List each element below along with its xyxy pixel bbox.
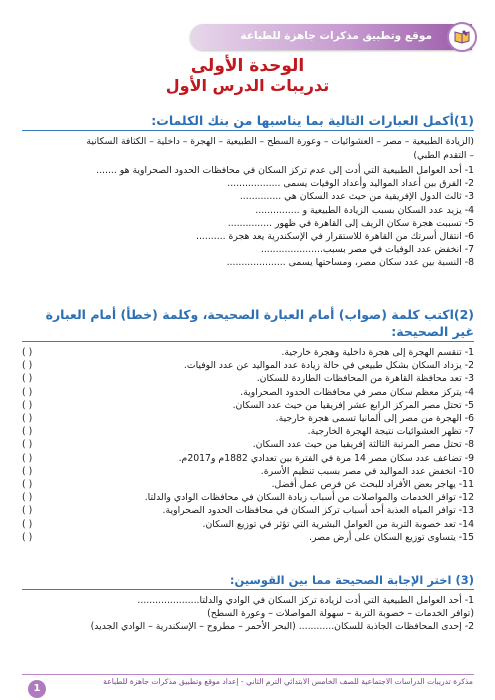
section-complete — [22, 112, 474, 270]
divider — [22, 589, 474, 590]
lesson-title: تدريبات الدرس الأول — [165, 76, 330, 95]
tf-row — [22, 452, 474, 465]
footer-divider — [22, 674, 474, 675]
tf-statement: 15- يتساوى توزيع السكان على أرض مصر. — [309, 531, 474, 543]
question-item: 8- النسبة بين عدد سكان مصر، ومساحتها يسمى .................... — [226, 257, 474, 269]
section-3-heading: (3) اختر الإجابة الصحيحة مما بين القوسين: — [229, 573, 474, 587]
section-multiple-choice — [22, 572, 474, 634]
page-number: 1 — [28, 680, 46, 698]
tf-row — [22, 438, 474, 451]
word-bank-line: – التقدم الطبي) — [413, 149, 474, 161]
answer-box[interactable]: ( ) — [22, 360, 33, 372]
question-item: 4- يزيد عدد السكان بسبب الزيادة الطبيعية و ............... — [255, 204, 474, 216]
tf-row — [22, 478, 474, 491]
tf-statement: 12- توافر الخدمات والمواصلات من أسباب زيادة السكان في محافظات الوادي والدلتا. — [144, 492, 474, 504]
tf-statement: 4- يتركز معظم سكان مصر في محافظات الحدود الصحراوية. — [240, 386, 474, 398]
section-1-heading: (1)أكمل العبارات التالية بما يناسبها من بنك الكلمات: — [151, 113, 474, 128]
question-item: 5- تسببت هجرة سكان الريف إلى القاهرة في ظهور ............... — [227, 217, 474, 229]
answer-box[interactable]: ( ) — [22, 531, 33, 543]
question-item: 2- الفرق بين أعداد المواليد وأعداد الوفيات يسمى .................. — [227, 178, 474, 190]
answer-box[interactable]: ( ) — [22, 452, 33, 464]
answer-box[interactable]: ( ) — [22, 413, 33, 425]
tf-statement: 10- انخفض عدد المواليد في مصر بسبب تنظيم الأسرة. — [260, 465, 474, 477]
question-item: 1- أحد العوامل الطبيعية التي أدت لزيادة تركز السكان في الوادي والدلتا..................... — [137, 595, 474, 606]
answer-box[interactable]: ( ) — [22, 479, 33, 491]
tf-row — [22, 399, 474, 412]
question-item: 7- انخفض عدد الوفيات في مصر بسبب..................... — [260, 244, 474, 256]
choices-line: (توافر الخدمات – خصوبة التربة – سهولة المواصلات – وعورة السطح) — [207, 608, 474, 620]
tf-row — [22, 465, 474, 478]
tf-statement: 9- تضاعف عدد سكان مصر 14 مرة في الفترة بين تعدادي 1882م و2017م. — [178, 452, 474, 464]
tf-statement: 2- يزداد السكان بشكل طبيعي في حالة زيادة عدد المواليد عن عدد الوفيات. — [183, 360, 474, 372]
tf-row — [22, 412, 474, 425]
tf-statement: 6- الهجرة من مصر إلى ألمانيا تسمى هجرة خارجية. — [275, 413, 474, 425]
tf-statement: 3- تعد محافظة القاهرة من المحافظات الطاردة للسكان. — [256, 373, 474, 385]
answer-box[interactable]: ( ) — [22, 373, 33, 385]
unit-title: الوحدة الأولى — [190, 56, 305, 76]
tf-row — [22, 425, 474, 438]
tf-row — [22, 346, 474, 359]
pen-book-icon — [447, 22, 477, 52]
question-item: 3- ثالث الدول الإفريقية من حيث عدد السكان هي .............. — [239, 191, 474, 203]
answer-box[interactable]: ( ) — [22, 518, 33, 530]
tf-statement: 5- تحتل مصر المركز الرابع عشر إفريقيا من حيث عدد السكان. — [232, 399, 474, 411]
answer-box[interactable]: ( ) — [22, 505, 33, 517]
word-bank-line: (الزيادة الطبيعية – مصر – العشوائيات – وعورة السطح – الطبيعية – الهجرة – داخلية – الكثافة السكانية — [86, 136, 474, 147]
answer-box[interactable]: ( ) — [22, 399, 33, 411]
question-item: 1- أحد العوامل الطبيعية التي أدت إلى عدم تركز السكان في محافظات الحدود الصحراوية هو ....... — [96, 165, 474, 176]
divider — [22, 341, 474, 342]
word-bank — [22, 135, 474, 162]
tf-statement: 11- يهاجر بعض الأفراد للبحث عن فرص عمل أفضل. — [271, 479, 474, 491]
section-true-false — [22, 306, 474, 544]
answer-box[interactable]: ( ) — [22, 386, 33, 398]
tf-row — [22, 491, 474, 504]
tf-statement: 14- تعد خصوبة التربة من العوامل البشرية التي تؤثر في توزيع السكان. — [202, 518, 474, 530]
tf-row — [22, 504, 474, 517]
question-item: 6- انتقال أسرتك من القاهرة للاستقرار في الإسكندرية يعد هجرة .......... — [196, 231, 474, 243]
tf-statement: 13- توافر المياه العذبة أحد أسباب تركز السكان في محافظات الحدود الصحراوية. — [162, 505, 474, 517]
site-banner[interactable] — [190, 24, 472, 50]
answer-box[interactable]: ( ) — [22, 439, 33, 451]
question-item: 2- إحدى المحافظات الجاذبة للسكان............ (البحر الأحمر – مطروح – الإسكندرية – الوادي الجديد) — [90, 621, 474, 633]
tf-row — [22, 372, 474, 385]
title-block — [0, 56, 495, 96]
tf-row — [22, 386, 474, 399]
tf-statement: 1- تنقسم الهجرة إلى هجرة داخلية وهجرة خارجية. — [281, 347, 474, 358]
divider — [22, 130, 474, 131]
tf-statement: 8- تحتل مصر المرتبة الثالثة إفريقيا من حيث عدد السكان. — [252, 439, 474, 451]
answer-box[interactable]: ( ) — [22, 426, 33, 438]
answer-box[interactable]: ( ) — [22, 347, 33, 358]
answer-box[interactable]: ( ) — [22, 465, 33, 477]
footer-text: مذكرة تدريبات الدراسات الاجتماعية للصف الخامس الابتدائي الترم الثاني - إعداد موقع وتطبيق مذكرات جاهزة للطباعة — [103, 677, 473, 686]
banner-text: موقع وتطبيق مذكرات جاهزة للطباعة — [240, 30, 432, 42]
answer-box[interactable]: ( ) — [22, 492, 33, 504]
tf-row — [22, 531, 474, 544]
tf-row — [22, 518, 474, 531]
tf-statement: 7- تظهر العشوائيات نتيجة الهجرة الخارجية. — [307, 426, 474, 438]
section-2-heading: (2)اكتب كلمة (صواب) أمام العبارة الصحيحة، وكلمة (خطأ) أمام العبارة غير الصحيحة: — [45, 307, 474, 339]
tf-row — [22, 359, 474, 372]
